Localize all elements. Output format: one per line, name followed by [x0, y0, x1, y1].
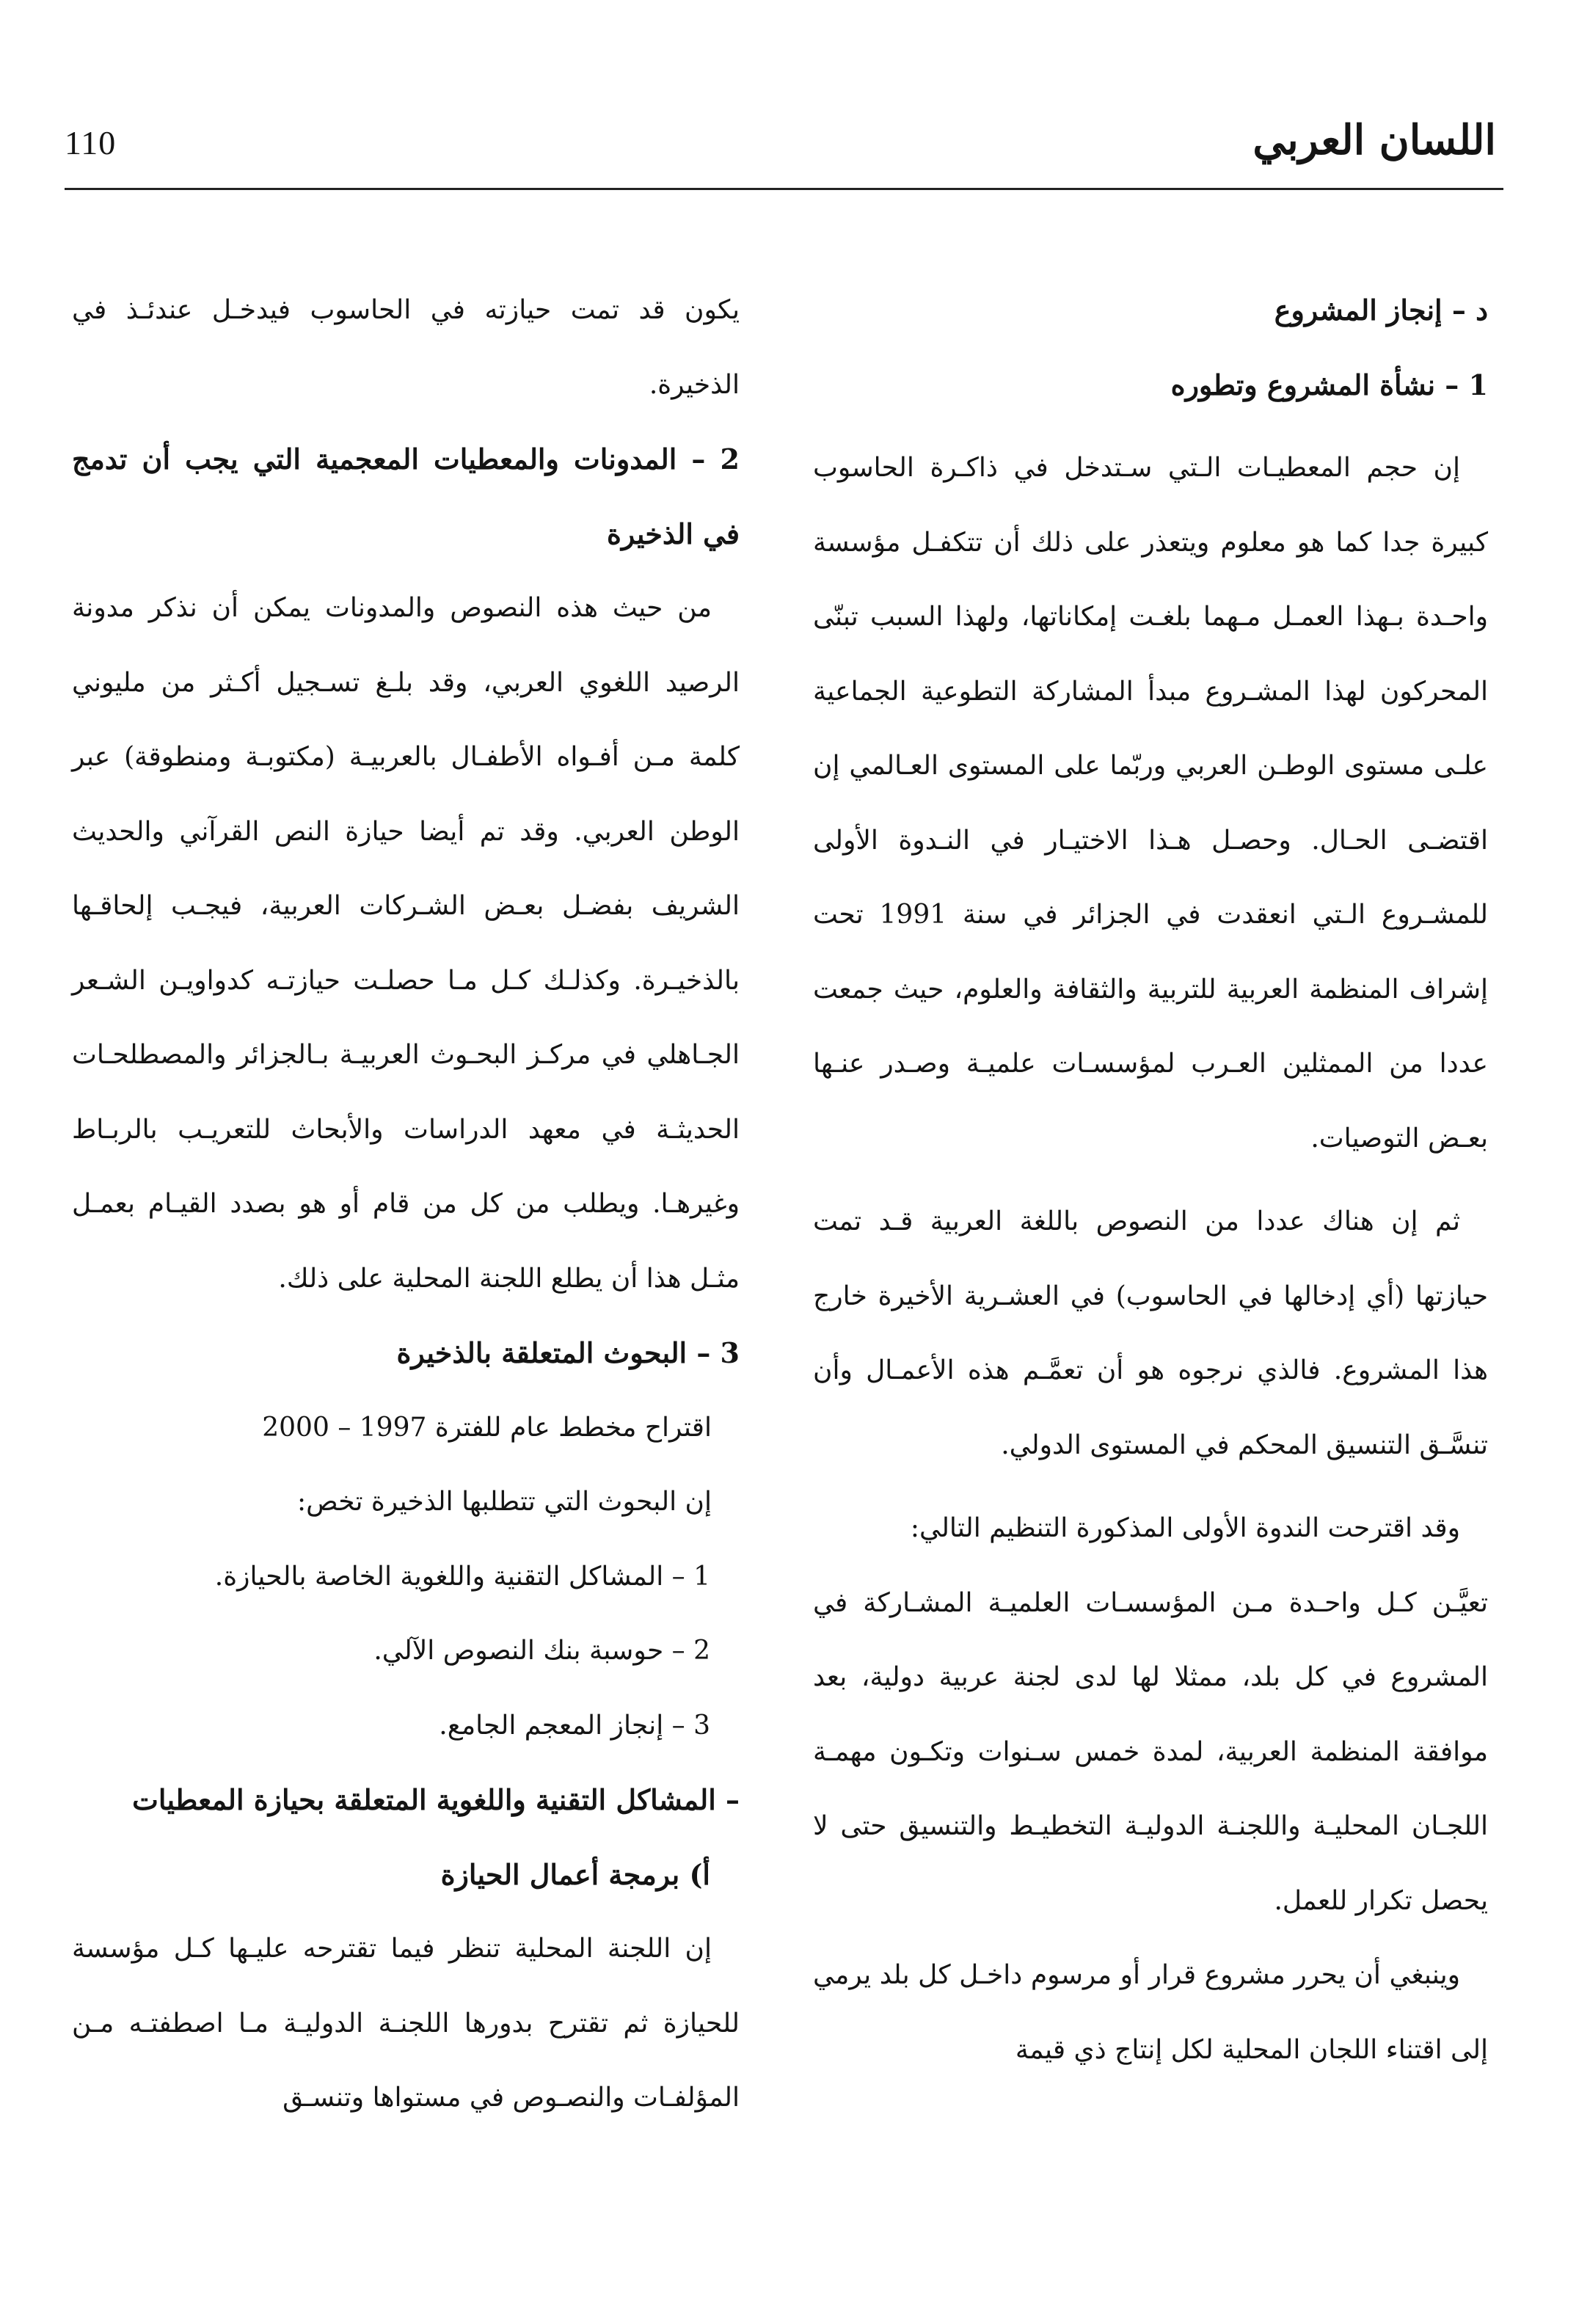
- list-item: 1 – المشاكل التقنية واللغوية الخاصة بالحيازة.: [214, 1561, 710, 1592]
- paragraph-corpora: من حيث هذه النصوص والمدونات يمكن أن نذكر مدونة الرصيد اللغوي العربي، وقد بلـغ تسـجيل أكـثر من مليوني كلمة مـن أفـواه الأطفـال بالعربيـة (مكتوبـة ومنطوقة) عبر الوطن العربي. وقد تم أيضا حيازة النص القرآني والحديث الشريف بفضـل بعـض الشـركات العربية، فيجـب إلحاقـها بالذخيـرة. وكذلـك كـل مـا حصلـت حيازتـه كدواويـن الشـعر الجـاهلي في مركـز البحـوث العربيـة بـالجزائر والمصطلحـات الحديثـة في معهد الدراسات والأبحاث للتعريـب بالربـاط وغيرهـا. ويطلب من كل من قام أو هو بصدد القيـام بعمـل مثـل هذا أن يطلع اللجنة المحلية على ذلك.: [72, 593, 740, 1294]
- subsection-heading-3: 3 – البحوث المتعلقة بالذخيرة: [396, 1336, 740, 1369]
- page-number: 110: [65, 124, 117, 161]
- list-item: 2 – حوسبة بنك النصوص الآلي.: [373, 1636, 710, 1666]
- header-rule: [65, 188, 1503, 190]
- paragraph-project-origin: إن حجم المعطيـات الـتي سـتدخل في ذاكـرة الحاسوب كبيرة جدا كما هو معلوم ويتعذر على ذلك أن تتكفـل مؤسسة واحـدة بـهذا العمـل مـهما بلغـت إمكاناتها، ولهذا السبب تبنّى المحركون لهذا المشـروع مبدأ المشاركة التطوعية الجماعية علـى مستوى الوطـن العربي وربّما على المستوى العـالمي إن اقتضـى الحـال. وحصـل هـذا الاختيـار في النـدوة الأولى للمشـروع الـتي انعقدت في الجزائر في سنة 1991 تحت إشراف المنظمة العربية للتربية والثقافة والعلوم، حيث جمعت عددا من الممثلين العـرب لمؤسسـات علميـة وصـدر عنـها بعـض التوصيات.: [813, 453, 1488, 1154]
- subsection-heading-2: 2 – المدونات والمعطيات المعجمية التي يجب أن تدمج في الذخيرة: [72, 442, 740, 550]
- list-item: 3 – إنجاز المعجم الجامع.: [439, 1710, 710, 1741]
- paragraph-institutions: تعيَّـن كـل واحـدة مـن المؤسسـات العلميـة المشـاركة في المشروع في كل بلد، ممثلا لها لدى لجنة عربية دولية، بعد موافقة المنظمة العربية، لمدة خمس سـنوات وتكـون مهمـة اللجـان المحليـة واللجنـة الدوليـة التخطيـط والتنسيق حتى لا يحصل تكرار للعمل.: [813, 1587, 1488, 1916]
- paragraph-local-committee: إن اللجنة المحلية تنظر فيما تقترحه عليـها كـل مؤسسة للحيازة ثم تقترح بدورها اللجنـة الدوليـة مـا اصطفتـه مـن المؤلفـات والنصـوص في مستواها وتنسـق: [72, 1934, 740, 2113]
- right-column: [813, 273, 1488, 2087]
- subsection-heading-1: 1 – نشأة المشروع وتطوره: [1170, 368, 1488, 401]
- paragraph-proposed-organization: وقد اقترحت الندوة الأولى المذكورة التنظيم التالي:: [910, 1513, 1460, 1543]
- paragraph-decree: وينبغي أن يحرر مشروع قرار أو مرسوم داخـل كل بلد يرمي إلى اقتناء اللجان المحلية لكل إنتاج ذي قيمة: [813, 1960, 1488, 2065]
- left-column: [72, 273, 740, 2135]
- paragraph-existing-texts: ثم إن هناك عددا من النصوص باللغة العربية قـد تمت حيازتها (أي إدخالها في الحاسوب) في العشـرية الأخيرة خارج هذا المشروع. فالذي نرجوه هو أن تعمَّـم هذه الأعمـال وأن تنسَّـق التنسيق المحكم في المستوى الدولي.: [813, 1206, 1488, 1460]
- section-heading-d: د – إنجاز المشروع: [1274, 294, 1488, 327]
- heading-a-programming: أ) برمجة أعمال الحيازة: [440, 1857, 710, 1891]
- heading-technical-problems: – المشاكل التقنية واللغوية المتعلقة بحيازة المعطيات: [132, 1783, 740, 1816]
- paragraph-continuation: يكون قد تمت حيازته في الحاسوب فيدخـل عندئـذ في الذخيرة.: [72, 295, 740, 400]
- journal-title: اللسان العربي: [1252, 116, 1496, 164]
- research-intro: إن البحوث التي تتطلبها الذخيرة تخص:: [296, 1487, 712, 1517]
- plan-text: اقتراح مخطط عام للفترة 1997 – 2000: [262, 1412, 712, 1443]
